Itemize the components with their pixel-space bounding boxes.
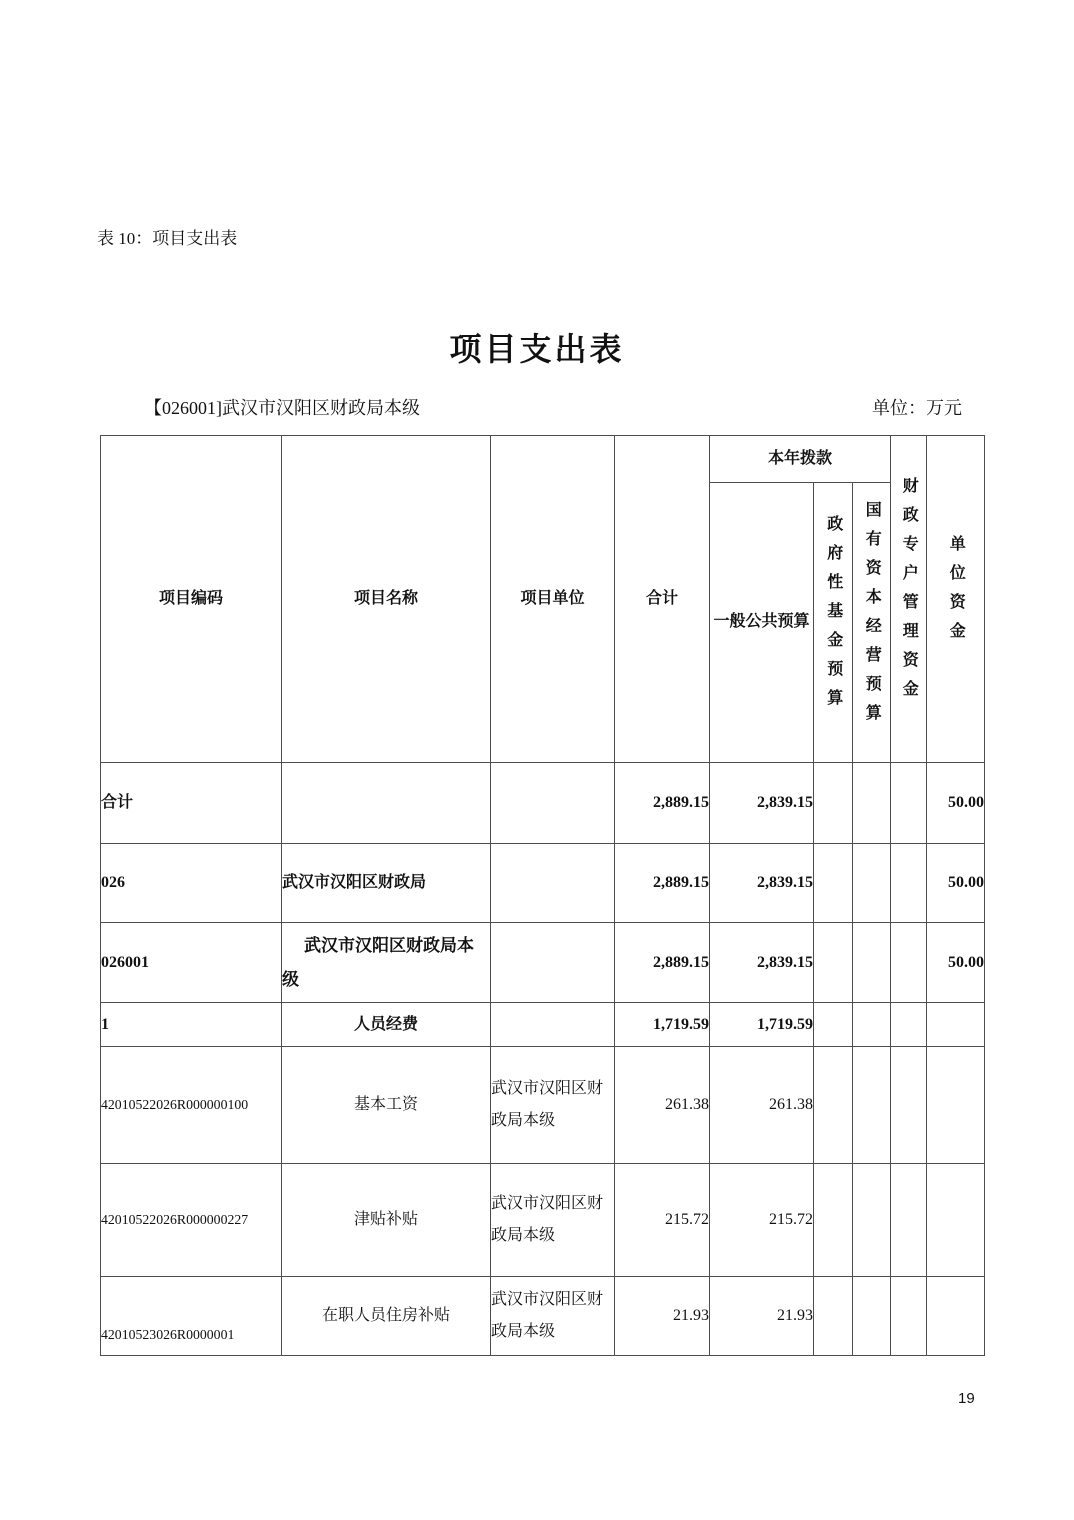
cell-code: 026001 xyxy=(101,923,282,1003)
cell-name xyxy=(282,763,491,844)
cell-code: 42010522026R000000100 xyxy=(101,1047,282,1164)
cell-name: 津贴补贴 xyxy=(282,1164,491,1277)
col-header-project-unit: 项目单位 xyxy=(491,436,615,763)
cell-general-public: 215.72 xyxy=(710,1164,814,1277)
page-title: 项目支出表 xyxy=(449,331,625,367)
cell-unit: 武汉市汉阳区财政局本级 xyxy=(491,1164,615,1277)
cell-gov-fund xyxy=(814,844,853,923)
cell-state-capital xyxy=(853,1047,891,1164)
cell-unit-funds: 50.00 xyxy=(927,763,985,844)
cell-state-capital xyxy=(853,923,891,1003)
cell-code: 42010523026R0000001 xyxy=(101,1277,282,1356)
cell-total: 1,719.59 xyxy=(615,1003,710,1047)
cell-code: 42010522026R000000227 xyxy=(101,1164,282,1277)
cell-total: 21.93 xyxy=(615,1277,710,1356)
col-header-total: 合计 xyxy=(615,436,710,763)
table-row-personnel xyxy=(101,1003,985,1047)
cell-fiscal-account xyxy=(891,763,927,844)
cell-general-public: 261.38 xyxy=(710,1047,814,1164)
cell-code: 1 xyxy=(101,1003,282,1047)
cell-gov-fund xyxy=(814,763,853,844)
cell-general-public: 21.93 xyxy=(710,1277,814,1356)
table-row-026001 xyxy=(101,923,985,1003)
cell-total: 261.38 xyxy=(615,1047,710,1164)
cell-total: 2,889.15 xyxy=(615,923,710,1003)
cell-general-public: 2,839.15 xyxy=(710,923,814,1003)
col-header-state-capital-budget-label: 国有资本经营预算 xyxy=(863,500,881,733)
cell-gov-fund xyxy=(814,1047,853,1164)
cell-code: 合计 xyxy=(101,763,282,844)
col-header-state-capital-budget xyxy=(853,483,891,763)
cell-state-capital xyxy=(853,1164,891,1277)
cell-state-capital xyxy=(853,844,891,923)
col-header-unit-funds xyxy=(927,436,985,763)
cell-fiscal-account xyxy=(891,1277,927,1356)
cell-unit-funds xyxy=(927,1003,985,1047)
cell-unit: 武汉市汉阳区财政局本级 xyxy=(491,1047,615,1164)
col-header-project-name: 项目名称 xyxy=(282,436,491,763)
cell-unit-funds xyxy=(927,1164,985,1277)
cell-fiscal-account xyxy=(891,844,927,923)
cell-unit-funds: 50.00 xyxy=(927,923,985,1003)
col-header-unit-funds-label: 单位资金 xyxy=(947,535,965,652)
cell-unit: 武汉市汉阳区财政局本级 xyxy=(491,1277,615,1356)
cell-fiscal-account xyxy=(891,923,927,1003)
table-row-total xyxy=(101,763,985,844)
cell-unit-funds xyxy=(927,1277,985,1356)
header-row-1 xyxy=(101,436,985,483)
table-row-basic-salary xyxy=(101,1047,985,1164)
cell-unit xyxy=(491,1003,615,1047)
cell-total: 2,889.15 xyxy=(615,844,710,923)
col-header-fiscal-account xyxy=(891,436,927,763)
cell-unit xyxy=(491,763,615,844)
cell-name: 武汉市汉阳区财政局本级 xyxy=(282,923,491,1003)
cell-name: 在职人员住房补贴 xyxy=(282,1277,491,1356)
col-header-project-code: 项目编码 xyxy=(101,436,282,763)
cell-unit xyxy=(491,923,615,1003)
col-header-fiscal-account-label: 财政专户管理资金 xyxy=(900,477,918,710)
cell-general-public: 1,719.59 xyxy=(710,1003,814,1047)
col-header-gov-fund-budget-label: 政府性基金预算 xyxy=(824,515,842,719)
subtitle-row xyxy=(100,394,984,420)
cell-gov-fund xyxy=(814,1003,853,1047)
cell-unit-funds xyxy=(927,1047,985,1164)
col-header-general-public-budget: 一般公共预算 xyxy=(710,483,814,763)
cell-general-public: 2,839.15 xyxy=(710,844,814,923)
cell-total: 215.72 xyxy=(615,1164,710,1277)
cell-name: 人员经费 xyxy=(282,1003,491,1047)
unit-note: 单位：万元 xyxy=(872,398,962,418)
cell-state-capital xyxy=(853,1277,891,1356)
col-header-gov-fund-budget xyxy=(814,483,853,763)
cell-name: 基本工资 xyxy=(282,1047,491,1164)
table-caption: 表 10：项目支出表 xyxy=(97,229,238,248)
table-row-housing-subsidy xyxy=(101,1277,985,1356)
cell-code: 026 xyxy=(101,844,282,923)
org-code-name: 【026001]武汉市汉阳区财政局本级 xyxy=(144,398,420,418)
col-header-current-year-allocation: 本年拨款 xyxy=(710,436,891,483)
cell-state-capital xyxy=(853,763,891,844)
cell-fiscal-account xyxy=(891,1003,927,1047)
cell-fiscal-account xyxy=(891,1047,927,1164)
table-row-allowances xyxy=(101,1164,985,1277)
cell-name: 武汉市汉阳区财政局 xyxy=(282,844,491,923)
cell-gov-fund xyxy=(814,1164,853,1277)
expenditure-table xyxy=(100,435,985,1356)
cell-state-capital xyxy=(853,1003,891,1047)
cell-unit-funds: 50.00 xyxy=(927,844,985,923)
cell-general-public: 2,839.15 xyxy=(710,763,814,844)
cell-total: 2,889.15 xyxy=(615,763,710,844)
cell-gov-fund xyxy=(814,1277,853,1356)
cell-unit xyxy=(491,844,615,923)
cell-fiscal-account xyxy=(891,1164,927,1277)
page-number: 19 xyxy=(958,1390,975,1407)
table-row-026 xyxy=(101,844,985,923)
cell-gov-fund xyxy=(814,923,853,1003)
